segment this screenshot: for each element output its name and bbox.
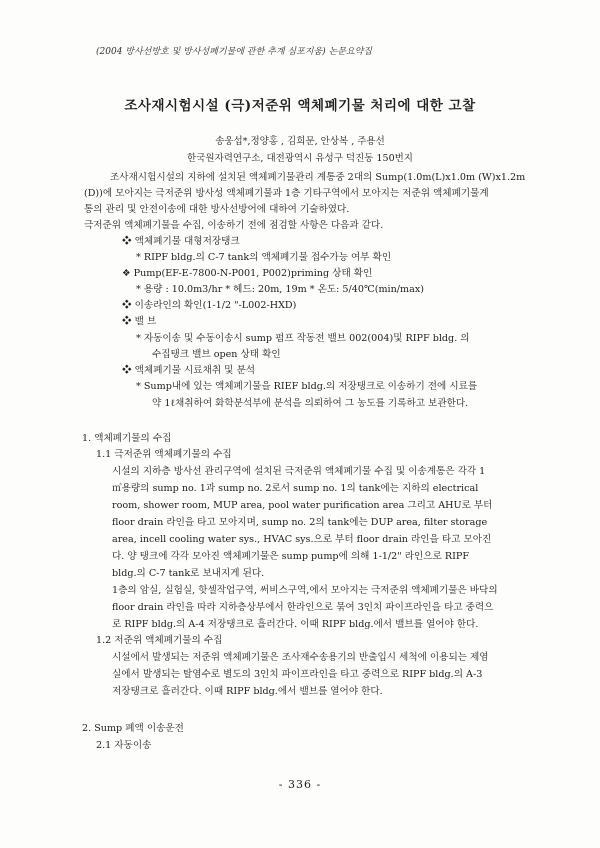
diamond-bullet-icon: ❖ [122,316,132,327]
subsection-2-1-heading: 2.1 자동이송 [96,740,152,751]
section-1-heading: 1. 액체폐기물의 수집 [82,433,172,444]
s12-line-1: 시설에서 발생되는 저준위 액체폐기물은 조사재수송용기의 반출입시 세척에 이용되는 제염 [112,652,489,663]
abstract-line-4: 극저준위 액체폐기물을 수집, 이송하기 전에 점검할 사항은 다음과 같다. [84,220,384,231]
check-item-2: ❖ Pump(EF-E-7800-N-P001, P002)priming 상태 확인 [122,268,373,279]
page-number: - 336 - [278,778,322,791]
check-subitem-3: * 자동이송 및 수동이송시 sump 펌프 작동전 밸브 002(004)및 RIPF bldg. 의 [136,333,470,344]
diamond-bullet-icon: ❖ [122,300,132,311]
abstract-line-3: 통의 관리 및 안전이송에 대한 방사선방어에 대하여 기술하였다. [84,204,350,215]
s11-line-2: ㎥용량의 sump no. 1과 sump no. 2로서 sump no. 1의 tank에는 지하의 electrical [112,483,479,494]
asterisk-bullet-icon: * [136,333,141,344]
s11-line-7: bldg.의 C-7 tank로 보내지게 된다. [112,568,265,579]
s12-line-3: 저장탱크로 흘러간다. 이때 RIPF bldg.에서 밸브를 열어야 한다. [112,686,383,697]
diamond-bullet-icon: ❖ [122,236,132,247]
s11-line-4: floor drain 라인을 타고 모아지며, sump no. 2의 tank에는 DUP area, filter storage [112,517,488,528]
authors: 송웅섭*,정양홍 , 김희문, 안상복 , 주용선 [215,136,385,147]
check-subitem-4-cont: 약 1ℓ채취하여 화학분석부에 분석을 의뢰하여 그 농도를 기록하고 보관한다. [152,398,469,409]
asterisk-bullet-icon: * [136,252,141,263]
section-2-heading: 2. Sump 폐액 이송운전 [82,723,184,734]
paper-title: 조사재시험시설 (극)저준위 액체폐기물 처리에 대한 고찰 [124,98,476,114]
check-subitem-2: * 용량 : 10.0m3/hr * 헤드: 20m, 19m * 온도: 5/40℃(min/max) [136,284,424,295]
affiliation: 한국원자력연구소, 대전광역시 유성구 덕진동 150번지 [187,153,413,164]
check-item-1: ❖ 액체폐기물 대형저장탱크 [122,236,240,247]
s11-line-3: room, shower room, MUP area, pool water purification area 그리고 AHU로 부터 [112,500,493,511]
check-subitem-3-cont: 수집탱크 밸브 open 상태 확인 [152,349,281,360]
s11-line-5: area, incell cooling water sys., HVAC sys.으로 부터 floor drain 라인을 타고 모아진 [112,534,492,545]
running-header: (2004 방사선방호 및 방사성폐기물에 관한 추계 심포지움) 논문요약집 [96,47,372,57]
s11-line-9: floor drain 라인을 따라 지하층상부에서 한라인으로 묶여 3인치 파이프라인을 타고 중력으 [112,602,494,613]
subsection-1-2-heading: 1.2 저준위 액체폐기물의 수집 [96,635,223,646]
check-subitem-1: * RIPF bldg.의 C-7 tank의 액체폐기물 접수가능 여부 확인 [136,252,392,263]
diamond-bullet-icon: ❖ [122,268,131,279]
asterisk-bullet-icon: * [136,381,141,392]
s11-line-8: 1층의 암실, 실험실, 핫셀작업구역, 써비스구역,에서 모아지는 극저준위 액체폐기물은 바닥의 [112,585,498,596]
check-item-5: ❖ 액체폐기물 시료채취 및 분석 [122,365,256,376]
s11-line-1: 시설의 지하층 방사선 관리구역에 설치된 극저준위 액체폐기물 수집 및 이송계통은 각각 1 [112,466,486,477]
abstract-line-2: (D))에 모아지는 극저준위 방사성 액체폐기물과 1층 기타구역에서 모아지는 저준위 액체폐기물계 [84,188,489,199]
subsection-1-1-heading: 1.1 극저준위 액체폐기물의 수집 [96,449,232,460]
s11-line-10: 로 RIPF bldg.의 A-4 저장탱크로 흘러간다. 이때 RIPF bldg.에서 밸브를 열어야 한다. [112,619,479,630]
check-subitem-4: * Sump내에 있는 액체폐기물을 RIEF bldg.의 저장탱크로 이송하기 전에 시료를 [136,381,478,392]
diamond-bullet-icon: ❖ [122,365,132,376]
abstract-line-1: 조사재시험시설의 지하에 설치된 액체폐기물관리 계통중 2대의 Sump(1.0m(L)x1.0m (W)x1.2m [110,172,526,183]
check-item-3: ❖ 이송라인의 확인(1-1/2 "-L002-HXD) [122,300,297,311]
s11-line-6: 다. 양 탱크에 각각 모아진 액체폐기물은 sump pump에 의해 1-1/2" 라인으로 RIPF [112,551,469,562]
asterisk-bullet-icon: * [136,284,141,295]
s12-line-2: 실에서 발생되는 탈염수로 별도의 3인치 파이프라인을 타고 중력으로 RIPF bldg.의 A-3 [112,669,483,680]
check-item-4: ❖ 밸 브 [122,316,157,327]
